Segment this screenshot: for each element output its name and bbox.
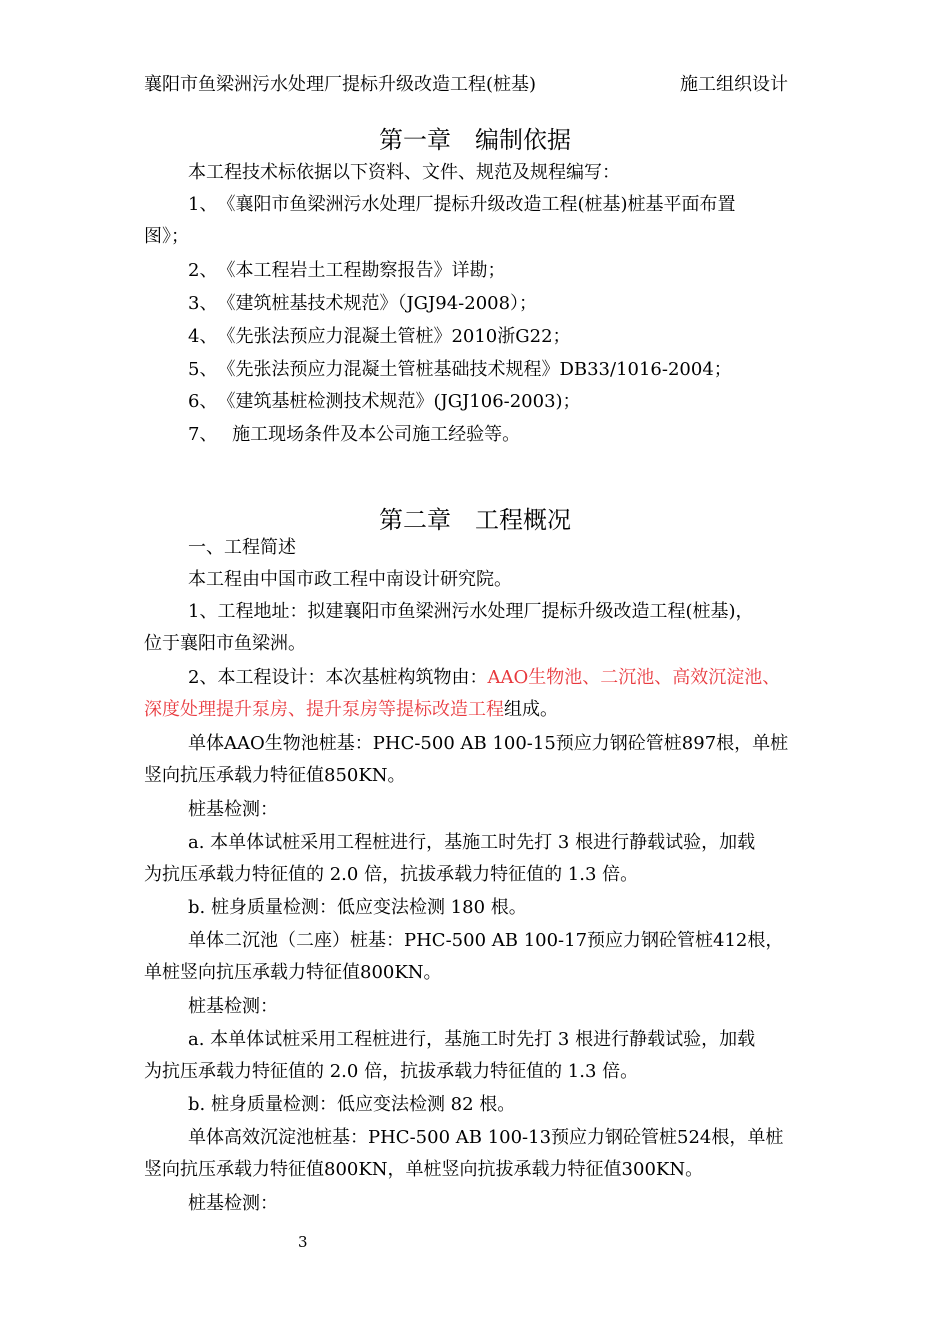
basis-item-1-cont: 图》； xyxy=(144,226,189,247)
aao-pile-line-2: 竖向抗压承载力特征值850KN。 xyxy=(144,765,406,786)
chapter-1-intro: 本工程技术标依据以下资料、文件、规范及规程编写： xyxy=(188,162,620,183)
basis-item-2: 2、 《本工程岩土工程勘察报告》详勘； xyxy=(188,260,506,281)
aao-pile-line-1: 单体AAO生物池桩基：PHC-500 AB 100-15预应力钢砼管桩897根，单桩 xyxy=(188,733,789,754)
basis-item-1: 1、 《襄阳市鱼梁洲污水处理厂提标升级改造工程(桩基)桩基平面布置 xyxy=(188,194,736,215)
address-line-1: 1、工程地址：拟建襄阳市鱼梁洲污水处理厂提标升级改造工程(桩基)， xyxy=(188,601,754,622)
basis-item-3: 3、 《建筑桩基技术规范》（JGJ94-2008）； xyxy=(188,293,538,314)
basis-item-7: 7、 施工现场条件及本公司施工经验等。 xyxy=(188,424,521,445)
header-project-title: 襄阳市鱼梁洲污水处理厂提标升级改造工程(桩基) xyxy=(144,74,537,95)
aao-check-b: b. 桩身质量检测：低应变法检测 180 根。 xyxy=(188,897,527,918)
sec-check-a-1: a. 本单体试桩采用工程桩进行，基施工时先打 3 根进行静载试验，加载 xyxy=(188,1029,756,1050)
page-number: 3 xyxy=(298,1233,308,1251)
design-prefix: 2、本工程设计：本次基桩构筑物由： xyxy=(188,667,488,688)
aao-check-a-2: 为抗压承载力特征值的 2.0 倍，抗拔承载力特征值的 1.3 倍。 xyxy=(144,864,639,885)
design-structures-highlight-2: 深度处理提升泵房、提升泵房等提标改造工程 xyxy=(144,699,504,720)
design-line-2 xyxy=(144,695,558,721)
basis-item-4: 4、 《先张法预应力混凝土管桩》2010浙G22； xyxy=(188,326,571,347)
design-line-1 xyxy=(188,663,780,689)
sec-pile-line-2: 单桩竖向抗压承载力特征值800KN。 xyxy=(144,962,442,983)
basis-item-5: 5、 《先张法预应力混凝土管桩基础技术规程》DB33/1016-2004； xyxy=(188,359,732,380)
overview-paragraph: 本工程由中国市政工程中南设计研究院。 xyxy=(188,569,512,590)
basis-item-6: 6、 《建筑基桩检测技术规范》(JGJ106-2003)； xyxy=(188,391,581,412)
sec-pile-line-1: 单体二沉池（二座）桩基：PHC-500 AB 100-17预应力钢砼管桩412根， xyxy=(188,930,784,951)
aao-check-a-1: a. 本单体试桩采用工程桩进行，基施工时先打 3 根进行静载试验，加载 xyxy=(188,832,756,853)
chapter-2-title: 第二章 工程概况 xyxy=(379,506,571,534)
design-suffix: 组成。 xyxy=(504,699,558,720)
design-structures-highlight-1: AAO生物池、二沉池、高效沉淀池、 xyxy=(487,667,781,688)
sec-check-a-2: 为抗压承载力特征值的 2.0 倍，抗拔承载力特征值的 1.3 倍。 xyxy=(144,1061,639,1082)
section-heading: 一、工程简述 xyxy=(188,537,296,558)
pile-check-label-1: 桩基检测： xyxy=(188,799,278,820)
address-line-2: 位于襄阳市鱼梁洲。 xyxy=(144,633,306,654)
header-doc-type: 施工组织设计 xyxy=(680,74,788,95)
hes-pile-line-1: 单体高效沉淀池桩基：PHC-500 AB 100-13预应力钢砼管桩524根，单桩 xyxy=(188,1127,784,1148)
pile-check-label-2: 桩基检测： xyxy=(188,996,278,1017)
chapter-1-title: 第一章 编制依据 xyxy=(379,126,571,154)
sec-check-b: b. 桩身质量检测：低应变法检测 82 根。 xyxy=(188,1094,516,1115)
pile-check-label-3: 桩基检测： xyxy=(188,1193,278,1214)
hes-pile-line-2: 竖向抗压承载力特征值800KN，单桩竖向抗拔承载力特征值300KN。 xyxy=(144,1159,704,1180)
